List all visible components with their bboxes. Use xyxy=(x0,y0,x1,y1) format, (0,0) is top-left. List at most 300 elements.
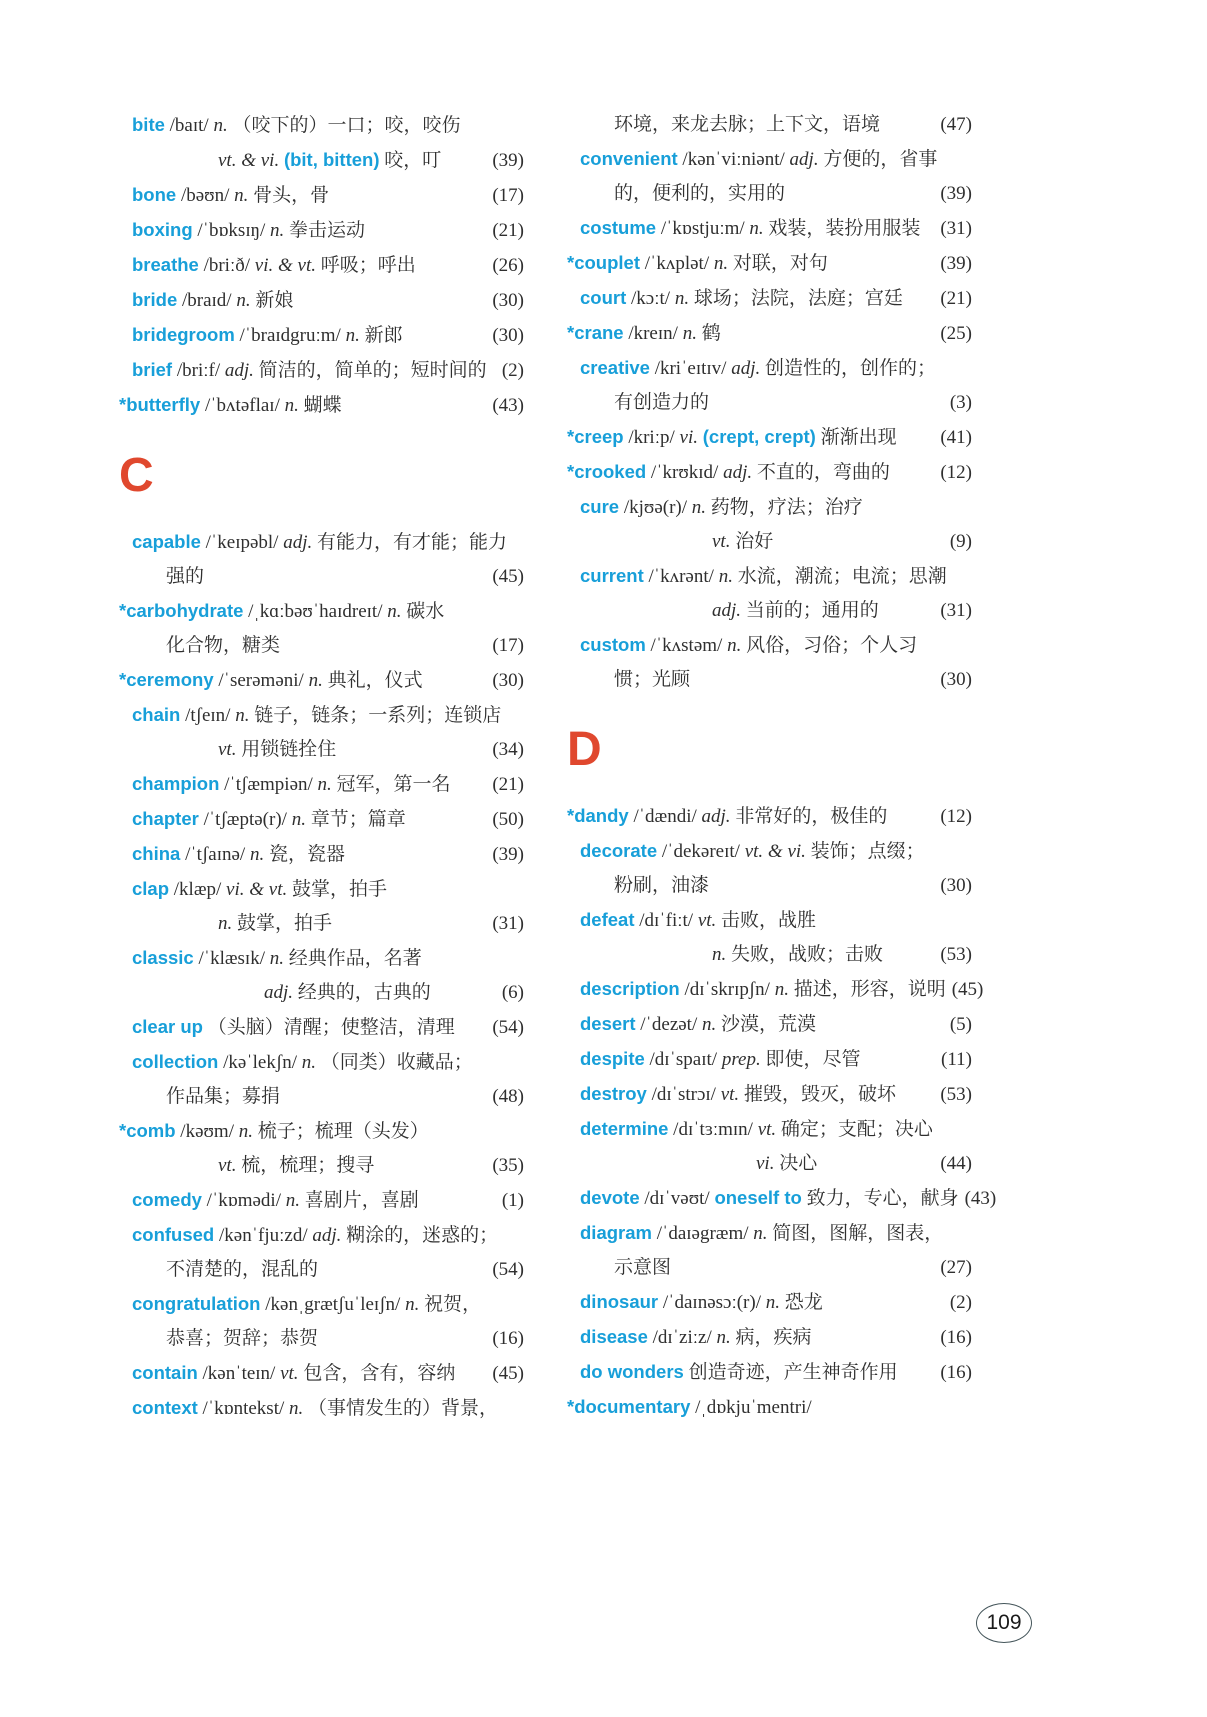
line-content xyxy=(580,386,709,420)
entry-cure xyxy=(580,490,972,559)
entry-boxing xyxy=(132,213,524,248)
line-content xyxy=(580,869,709,903)
right-column xyxy=(567,108,997,1426)
page-reference: (30) xyxy=(940,875,972,896)
line-content xyxy=(580,1077,896,1112)
part-of-speech: vi. xyxy=(679,427,698,448)
entry-line xyxy=(580,108,972,142)
part-of-speech: n. xyxy=(249,844,265,865)
part-of-speech: n. xyxy=(291,809,306,830)
entry-line xyxy=(132,1149,524,1183)
entry-line xyxy=(567,799,972,834)
page-reference: (17) xyxy=(492,185,524,206)
line-content xyxy=(132,837,345,872)
definition-text: /ˈserəməni/ xyxy=(213,670,309,691)
definition-text: /kəˈlekʃn/ xyxy=(218,1052,302,1073)
page-reference: (6) xyxy=(501,982,524,1003)
part-of-speech: n. xyxy=(270,220,285,241)
headword: documentary xyxy=(574,1396,691,1417)
headword: convenient xyxy=(580,148,678,169)
definition-text: 有能力，有才能；能力 xyxy=(312,532,508,553)
entry-comb xyxy=(119,1114,524,1183)
definition-text: 鼓掌，拍手 xyxy=(232,913,333,934)
page-reference: (45) xyxy=(492,566,524,587)
definition-text: /ˈkʌrənt/ xyxy=(643,566,719,587)
entry-bridegroom xyxy=(132,318,524,353)
definition-text: /baɪt/ xyxy=(164,115,214,136)
entry-context xyxy=(132,1391,524,1426)
entry-dinosaur xyxy=(580,1285,972,1320)
entry-line xyxy=(119,388,524,423)
line-content xyxy=(132,1080,280,1114)
page-reference: (47) xyxy=(940,114,972,135)
page-reference: (21) xyxy=(940,288,972,309)
definition-text: /kənˈteɪn/ xyxy=(197,1363,281,1384)
entry-line xyxy=(580,1216,972,1251)
entry-line xyxy=(132,1322,524,1356)
entry-line xyxy=(132,941,524,976)
definition-text: /kriːp/ xyxy=(623,427,680,448)
line-content xyxy=(132,767,451,802)
headword: do wonders xyxy=(580,1361,684,1382)
definition-text: /dɪˈtɜːmɪn/ xyxy=(668,1119,758,1140)
line-content xyxy=(567,316,721,351)
entry-line xyxy=(580,1251,972,1285)
definition-text: 链子，链条；一系列；连锁店 xyxy=(249,705,502,726)
headword: cure xyxy=(580,496,620,517)
entry-clear-up xyxy=(132,1010,524,1045)
definition-text: 蝴蝶 xyxy=(298,395,342,416)
line-content xyxy=(580,1112,933,1147)
entry-disease xyxy=(580,1320,972,1355)
entry-breathe xyxy=(132,248,524,283)
definition-text: /ˈkɒmədi/ xyxy=(201,1190,286,1211)
entry-line xyxy=(580,834,972,869)
part-of-speech: n. xyxy=(234,185,249,206)
part-of-speech: n. xyxy=(716,1327,731,1348)
entry-line xyxy=(580,1042,972,1077)
line-content xyxy=(132,283,293,318)
page-reference: (30) xyxy=(940,669,972,690)
line-content xyxy=(580,938,883,972)
definition-text: （事情发生的）背景， xyxy=(303,1398,499,1419)
page-reference: (16) xyxy=(940,1327,972,1348)
entry-china xyxy=(132,837,524,872)
part-of-speech: adj. xyxy=(789,149,819,170)
page-number: 109 xyxy=(986,1611,1022,1634)
line-content xyxy=(580,1007,816,1042)
entry-line xyxy=(580,628,972,663)
part-of-speech: prep. xyxy=(721,1049,761,1070)
definition-text: /kɔːt/ xyxy=(626,288,675,309)
definition-text: /kənˈfjuːzd/ xyxy=(214,1225,313,1246)
line-content xyxy=(580,1147,817,1181)
entry-line xyxy=(580,142,972,177)
headword: creative xyxy=(580,357,650,378)
part-of-speech: n. xyxy=(285,1190,300,1211)
definition-text: 经典的，古典的 xyxy=(293,982,431,1003)
definition-text: 示意图 xyxy=(614,1257,672,1278)
part-of-speech: n. xyxy=(405,1294,420,1315)
entry-line xyxy=(119,1114,524,1149)
definition-text: 不直的，弯曲的 xyxy=(752,462,890,483)
definition-text: /ˈkʌstəm/ xyxy=(645,635,728,656)
page-reference: (39) xyxy=(492,150,524,171)
entry-bone xyxy=(132,178,524,213)
headword: classic xyxy=(132,947,194,968)
headword: diagram xyxy=(580,1222,652,1243)
definition-text: 经典作品，名著 xyxy=(284,948,422,969)
definition-text: 对联，对句 xyxy=(728,253,828,274)
headword: costume xyxy=(580,217,657,238)
line-content xyxy=(567,455,890,490)
entry-line xyxy=(567,246,972,281)
asterisk-marker: * xyxy=(119,1120,127,1141)
entry-brief xyxy=(132,353,524,388)
page-reference: (2) xyxy=(949,1292,972,1313)
line-content xyxy=(132,941,422,976)
entry-creative xyxy=(580,351,972,420)
part-of-speech: vi. xyxy=(756,1153,775,1174)
definition-text: 致力，专心，献身 xyxy=(801,1188,959,1209)
definition-text: 用锁链拴住 xyxy=(236,739,337,760)
definition-text: 方便的，省事 xyxy=(818,149,938,170)
part-of-speech: n. xyxy=(727,635,742,656)
definition-text: /tʃeɪn/ xyxy=(180,705,236,726)
asterisk-marker: * xyxy=(567,322,575,343)
asterisk-marker: * xyxy=(567,252,575,273)
line-content xyxy=(567,246,828,281)
definition-text: 粉刷，油漆 xyxy=(614,875,710,896)
part-of-speech: adj. xyxy=(723,462,753,483)
definition-text: 简图，图解，图表， xyxy=(767,1223,944,1244)
entry-comedy xyxy=(132,1183,524,1218)
entry-line xyxy=(132,108,524,143)
page-reference: (50) xyxy=(492,809,524,830)
part-of-speech: n. xyxy=(289,1398,304,1419)
headword: capable xyxy=(132,531,201,552)
entry-costume xyxy=(580,211,972,246)
entry-devote xyxy=(580,1181,997,1216)
headword: disease xyxy=(580,1326,648,1347)
entry-line xyxy=(132,1010,524,1045)
definition-text: /dɪˈskrɪpʃn/ xyxy=(679,979,775,1000)
definition-text: 喜剧片，喜剧 xyxy=(299,1190,419,1211)
entry-line xyxy=(580,386,972,420)
line-content xyxy=(132,143,441,178)
entry-line xyxy=(132,178,524,213)
headword: destroy xyxy=(580,1083,647,1104)
definition-text: 鼓掌，拍手 xyxy=(287,879,388,900)
headword: comb xyxy=(126,1120,176,1141)
definition-text: 强的 xyxy=(166,566,205,587)
definition-text: 确定；支配；决心 xyxy=(776,1119,933,1140)
entry-custom xyxy=(580,628,972,697)
definition-text: 渐渐出现 xyxy=(815,427,897,448)
asterisk-marker: * xyxy=(567,1396,575,1417)
definition-text: /klæp/ xyxy=(169,879,227,900)
page-reference: (16) xyxy=(492,1328,524,1349)
headword: champion xyxy=(132,773,220,794)
definition-text: 惯；光顾 xyxy=(614,669,691,690)
page-reference: (25) xyxy=(940,323,972,344)
definition-text: （头脑）清醒；使整洁，清理 xyxy=(202,1017,455,1038)
entry-line xyxy=(580,1007,972,1042)
definition-text: 典礼，仪式 xyxy=(322,670,423,691)
entry-convenient xyxy=(580,142,972,211)
line-content xyxy=(580,1285,823,1320)
line-content xyxy=(580,1355,898,1390)
headword: crooked xyxy=(574,461,647,482)
line-content xyxy=(567,799,888,834)
line-content xyxy=(132,1010,455,1045)
headword: bridegroom xyxy=(132,324,235,345)
entry-line xyxy=(132,907,524,941)
headword: bite xyxy=(132,114,165,135)
entry-line xyxy=(580,1112,972,1147)
line-content xyxy=(580,903,816,938)
asterisk-marker: * xyxy=(567,426,575,447)
entry-line xyxy=(132,143,524,178)
page-reference: (12) xyxy=(940,806,972,827)
entry-do-wonders xyxy=(580,1355,972,1390)
entry-line xyxy=(132,525,524,560)
definition-text: /ˈkɒstjuːm/ xyxy=(656,218,750,239)
definition-text: /briːf/ xyxy=(172,360,225,381)
line-content xyxy=(132,976,431,1010)
definition-text: 作品集；募捐 xyxy=(166,1086,281,1107)
entry-champion xyxy=(132,767,524,802)
part-of-speech: n. xyxy=(387,601,402,622)
headword: china xyxy=(132,843,181,864)
entry-classic xyxy=(132,941,524,1010)
definition-text: 梳子；梳理（头发） xyxy=(253,1121,429,1142)
page-reference: (30) xyxy=(492,325,524,346)
definition-text: 不清楚的，混乱的 xyxy=(166,1259,319,1280)
entry-line xyxy=(567,316,972,351)
page-reference: (44) xyxy=(940,1153,972,1174)
entry-clap xyxy=(132,872,524,941)
definition-text: 风俗，习俗；个人习 xyxy=(741,635,918,656)
line-content xyxy=(132,1149,374,1183)
definition-text: /dɪˈziːz/ xyxy=(647,1327,717,1348)
part-of-speech: n. xyxy=(774,979,789,1000)
headword: desert xyxy=(580,1013,636,1034)
headword: court xyxy=(580,287,627,308)
definition-text: 戏装，装扮用服装 xyxy=(763,218,921,239)
page-reference: (45) xyxy=(492,1363,524,1384)
line-content xyxy=(132,525,507,560)
left-column xyxy=(119,108,524,1426)
page-reference: (9) xyxy=(949,531,972,552)
part-of-speech: n. xyxy=(345,325,360,346)
line-content xyxy=(580,559,947,594)
entry-line xyxy=(132,248,524,283)
line-content xyxy=(119,663,423,698)
part-of-speech: n. xyxy=(308,670,323,691)
definition-text: 装饰；点缀； xyxy=(805,841,925,862)
entry-bite xyxy=(132,108,524,178)
entry-line xyxy=(132,1287,524,1322)
highlighted-word: oneself to xyxy=(714,1187,802,1208)
headword: context xyxy=(132,1397,198,1418)
entry-line xyxy=(580,594,972,628)
page-reference: (26) xyxy=(492,255,524,276)
part-of-speech: n. xyxy=(753,1223,768,1244)
line-content xyxy=(132,178,329,213)
definition-text: 决心 xyxy=(774,1153,818,1174)
definition-text: /ˈdezət/ xyxy=(635,1014,702,1035)
definition-text: /ˈbɒksɪŋ/ xyxy=(192,220,271,241)
definition-text: /kənˌgrætʃuˈleɪʃn/ xyxy=(260,1294,406,1315)
entry-line xyxy=(580,1147,972,1181)
part-of-speech: n. xyxy=(674,288,690,309)
entry-congratulation xyxy=(132,1287,524,1356)
definition-text: 环境，来龙去脉；上下文，语境 xyxy=(614,114,881,135)
line-content xyxy=(580,1251,671,1285)
line-content xyxy=(580,142,937,177)
definition-text: 摧毁，毁灭，破坏 xyxy=(739,1084,896,1105)
page-reference: (5) xyxy=(949,1014,972,1035)
entry-line xyxy=(580,903,972,938)
part-of-speech: n. xyxy=(269,948,284,969)
line-content xyxy=(580,834,925,869)
headword: decorate xyxy=(580,840,658,861)
line-content xyxy=(132,802,406,837)
part-of-speech: vt. xyxy=(218,739,237,760)
part-of-speech: n. xyxy=(238,1121,253,1142)
definition-text: 包含，含有，容纳 xyxy=(298,1363,456,1384)
entry-line xyxy=(580,525,972,559)
definition-text: 描述，形容，说明 xyxy=(788,979,946,1000)
part-of-speech: n. xyxy=(712,944,727,965)
page-reference: (54) xyxy=(492,1017,524,1038)
page-reference: (31) xyxy=(940,600,972,621)
definition-text: /dɪˈspaɪt/ xyxy=(644,1049,722,1070)
headword: comedy xyxy=(132,1189,202,1210)
entry-determine xyxy=(580,1112,972,1181)
entry-line xyxy=(567,455,972,490)
part-of-speech: n. xyxy=(702,1014,717,1035)
page-number-badge xyxy=(976,1603,1032,1643)
entry-court xyxy=(580,281,972,316)
entry-line xyxy=(580,869,972,903)
part-of-speech: vi. & vt. xyxy=(226,879,288,900)
part-of-speech: n. xyxy=(718,566,733,587)
line-content xyxy=(132,1045,473,1080)
part-of-speech: vt. xyxy=(757,1119,777,1140)
headword: breathe xyxy=(132,254,199,275)
part-of-speech: n. xyxy=(691,497,707,518)
entry-line xyxy=(567,1390,972,1425)
part-of-speech: vt. & vi. xyxy=(744,841,806,862)
definition-text: /kjʊə(r)/ xyxy=(619,497,692,518)
line-content xyxy=(132,248,416,283)
definition-text: 咬，叮 xyxy=(379,150,442,171)
line-content xyxy=(132,1322,318,1356)
entry-line xyxy=(119,663,524,698)
definition-text: /ˈkʌplət/ xyxy=(639,253,714,274)
headword: creep xyxy=(574,426,624,447)
entry-line xyxy=(132,560,524,594)
entry-carbohydrate xyxy=(119,594,524,663)
entry-line xyxy=(132,976,524,1010)
line-content xyxy=(132,1253,318,1287)
entry-line xyxy=(132,837,524,872)
part-of-speech: vt. & vi. xyxy=(218,150,284,171)
page-reference: (43) xyxy=(492,395,524,416)
section-heading-d: D xyxy=(567,723,602,776)
page-reference: (31) xyxy=(492,913,524,934)
asterisk-marker: * xyxy=(567,461,575,482)
entry-chapter xyxy=(132,802,524,837)
entry-line xyxy=(132,283,524,318)
definition-text: 呼吸；呼出 xyxy=(315,255,416,276)
page-reference: (16) xyxy=(940,1362,972,1383)
part-of-speech: adj. xyxy=(731,358,761,379)
definition-text: 冠军，第一名 xyxy=(331,774,451,795)
definition-text: /ˈbʌtəflaɪ/ xyxy=(200,395,285,416)
entry-line xyxy=(580,211,972,246)
line-content xyxy=(580,1320,812,1355)
headword: butterfly xyxy=(126,394,201,415)
definition-text: /ˈdændi/ xyxy=(628,806,702,827)
page-reference: (53) xyxy=(940,944,972,965)
part-of-speech: n. xyxy=(682,323,697,344)
page-reference: (53) xyxy=(940,1084,972,1105)
headword: bone xyxy=(132,184,177,205)
headword: chapter xyxy=(132,808,199,829)
definition-text: （咬下的）一口；咬，咬伤 xyxy=(227,115,461,136)
headword: ceremony xyxy=(126,669,214,690)
page-reference: (2) xyxy=(501,360,524,381)
line-content xyxy=(132,213,365,248)
glossary-content xyxy=(119,108,997,1426)
definition-text: /ˈtʃæptə(r)/ xyxy=(198,809,292,830)
entry-defeat xyxy=(580,903,972,972)
entry-line xyxy=(580,1181,997,1216)
entry-line xyxy=(580,1320,972,1355)
line-content xyxy=(580,972,946,1007)
page-reference: (27) xyxy=(940,1257,972,1278)
page-reference: (21) xyxy=(492,774,524,795)
entry-current xyxy=(580,559,972,628)
entry-line xyxy=(580,177,972,211)
definition-text: 拳击运动 xyxy=(284,220,366,241)
definition-text: /kəʊm/ xyxy=(175,1121,239,1142)
entry-ceremony xyxy=(119,663,524,698)
asterisk-marker: * xyxy=(119,394,127,415)
entry-line xyxy=(580,351,972,386)
line-content xyxy=(132,1356,455,1391)
headword: devote xyxy=(580,1187,640,1208)
entry-line xyxy=(132,802,524,837)
definition-text: /ˌkɑːbəʊˈhaɪdreɪt/ xyxy=(243,601,388,622)
definition-text: 水流，潮流；电流；思潮 xyxy=(732,566,947,587)
line-content xyxy=(132,318,403,353)
definition-text: /dɪˈfiːt/ xyxy=(634,910,698,931)
page-reference: (30) xyxy=(492,670,524,691)
part-of-speech: vt. xyxy=(218,1155,237,1176)
part-of-speech: adj. xyxy=(283,532,313,553)
part-of-speech: n. xyxy=(235,705,250,726)
page-reference: (39) xyxy=(492,844,524,865)
definition-text: 章节；篇章 xyxy=(305,809,406,830)
definition-text: 球场；法院，法庭；宫廷 xyxy=(689,288,903,309)
definition-text: 恭喜；贺辞；恭贺 xyxy=(166,1328,319,1349)
line-content xyxy=(580,663,690,697)
entry-documentary xyxy=(567,1390,972,1425)
